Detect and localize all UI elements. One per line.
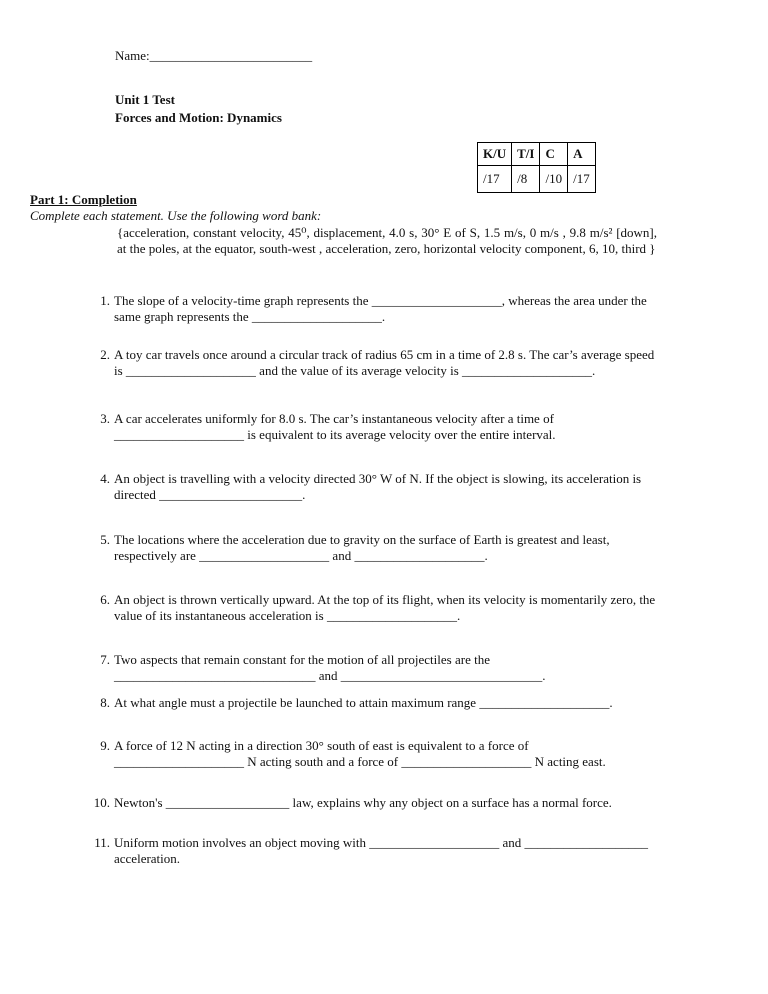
question-text: A force of 12 N acting in a direction 30° south of east is equivalent to a force of ____________________ N acting south and a force of ____________________ N acting east.: [114, 738, 606, 769]
part1-title: Part 1: Completion: [30, 192, 137, 207]
question-text: The locations where the acceleration due to gravity on the surface of Earth is greatest and least, respectively are ____________________ and ____________________.: [114, 532, 610, 563]
question-number: 3.: [100, 411, 110, 426]
question-2: [86, 347, 656, 379]
question-number: 1.: [100, 293, 110, 308]
question-text: A car accelerates uniformly for 8.0 s. The car’s instantaneous velocity after a time of ____________________ is equivalent to its average velocity over the entire interval.: [114, 411, 556, 442]
marks-value-a: /17: [568, 166, 596, 193]
question-4: [86, 471, 656, 503]
question-8: [86, 695, 656, 711]
question-text: Two aspects that remain constant for the motion of all projectiles are the _______________________________ and _______________________________.: [114, 652, 546, 683]
question-number: 10.: [93, 795, 110, 810]
test-subtitle: Forces and Motion: Dynamics: [115, 110, 282, 125]
question-11: [86, 835, 656, 867]
marks-header-ti: T/I: [512, 143, 540, 166]
marks-value-ku: /17: [478, 166, 512, 193]
question-5: [86, 532, 656, 564]
marks-header-row: [478, 143, 596, 166]
marks-value-row: [478, 166, 596, 193]
question-6: [86, 592, 656, 624]
question-number: 11.: [94, 835, 110, 850]
question-7: [86, 652, 656, 684]
question-9: [86, 738, 656, 770]
marks-header-a: A: [568, 143, 596, 166]
marks-header-ku: K/U: [478, 143, 512, 166]
marks-table: [477, 142, 596, 193]
test-title: Unit 1 Test: [115, 92, 175, 107]
question-text: The slope of a velocity-time graph represents the ____________________, whereas the area under the same graph represents the ____________________.: [114, 293, 647, 324]
question-text: Uniform motion involves an object moving with ____________________ and ___________________ acceleration.: [114, 835, 649, 866]
marks-header-c: C: [540, 143, 568, 166]
question-text: A toy car travels once around a circular track of radius 65 cm in a time of 2.8 s. The car’s average speed is ____________________ and the value of its average velocity is ____________________.: [114, 347, 655, 378]
marks-value-c: /10: [540, 166, 568, 193]
question-10: [86, 795, 656, 811]
question-number: 7.: [100, 652, 110, 667]
word-bank: {acceleration, constant velocity, 45⁰, displacement, 4.0 s, 30° E of S, 1.5 m/s, 0 m/s , 9.8 m/s² [down], at the poles, at the equator, south-west , acceleration, zero, horizontal velocity component, 6, 10, third }: [117, 225, 657, 256]
question-text: An object is thrown vertically upward. At the top of its flight, when its velocity is momentarily zero, the value of its instantaneous acceleration is ____________________.: [114, 592, 656, 623]
question-number: 9.: [100, 738, 110, 753]
name-field-label: Name:_________________________: [115, 48, 313, 63]
question-number: 2.: [100, 347, 110, 362]
question-1: [86, 293, 656, 325]
question-number: 8.: [100, 695, 110, 710]
question-3: [86, 411, 656, 443]
question-number: 6.: [100, 592, 110, 607]
question-text: Newton's ___________________ law, explains why any object on a surface has a normal force.: [114, 795, 612, 810]
part1-instruction: Complete each statement. Use the following word bank:: [30, 208, 322, 223]
question-text: An object is travelling with a velocity directed 30° W of N. If the object is slowing, its acceleration is directed ______________________.: [114, 471, 642, 502]
marks-value-ti: /8: [512, 166, 540, 193]
question-text: At what angle must a projectile be launched to attain maximum range ____________________.: [114, 695, 613, 710]
question-number: 4.: [100, 471, 110, 486]
question-number: 5.: [100, 532, 110, 547]
